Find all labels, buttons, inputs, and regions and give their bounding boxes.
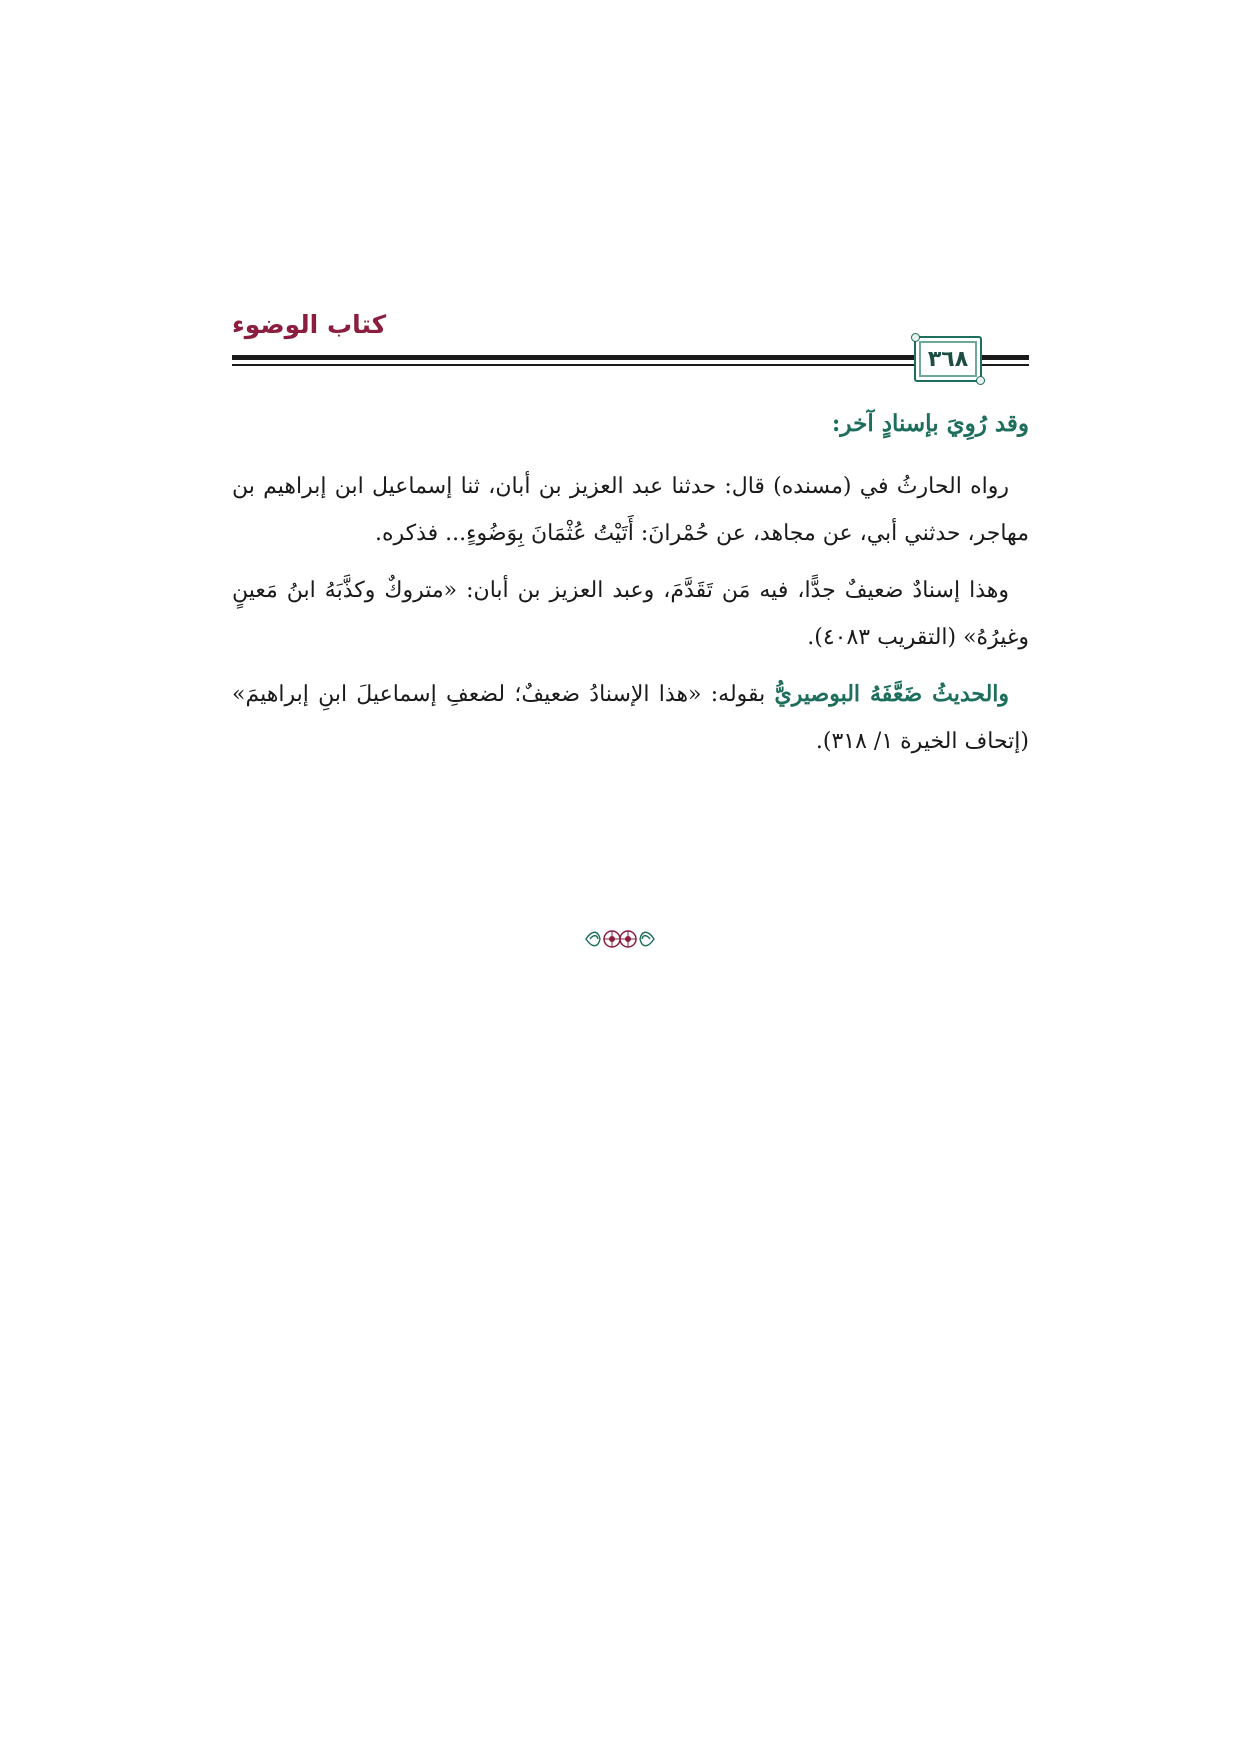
- paragraph-2: وهذا إسنادٌ ضعيفٌ جدًّا، فيه مَن تَقَدَّمَ، وعبد العزيز بن أبان: «متروكٌ وكذَّبَهُ ابنُ مَعينٍ وغيرُهُ» (التقريب ٤٠٨٣).: [232, 578, 1029, 650]
- page-number-frame-icon: [914, 336, 982, 382]
- header-rule-thin: [232, 364, 1029, 366]
- page-body: [232, 400, 1029, 775]
- header-rule-right-top: [986, 357, 1012, 359]
- section-heading: وقد رُوِيَ بإسنادٍ آخر:: [831, 410, 1029, 437]
- paragraph-3-text: بقوله: «هذا الإسنادُ ضعيفٌ؛ لضعفِ إسماعيلَ ابنِ إبراهيمَ» (إتحاف الخيرة ١/ ٣١٨).: [232, 682, 1029, 754]
- paragraph-3-highlight: والحديثُ ضَعَّفَهُ البوصيريُّ: [774, 681, 1010, 707]
- header-rule-right-bottom: [986, 364, 1012, 366]
- paragraph-1: رواه الحارثُ في (مسنده) قال: حدثنا عبد العزيز بن أبان، ثنا إسماعيل ابن إبراهيم بن مهاجر، حدثني أبي، عن مجاهد، عن حُمْرانَ: أَتَيْتُ عُثْمَانَ بِوَضُوءٍ... فذكره.: [232, 474, 1029, 546]
- page-number: ٣٦٨: [927, 346, 969, 372]
- paragraph-3: [232, 671, 1029, 765]
- header-rule-thick: [232, 355, 1029, 360]
- book-title: كتاب الوضوء: [232, 310, 387, 339]
- floral-divider-icon: [584, 926, 656, 952]
